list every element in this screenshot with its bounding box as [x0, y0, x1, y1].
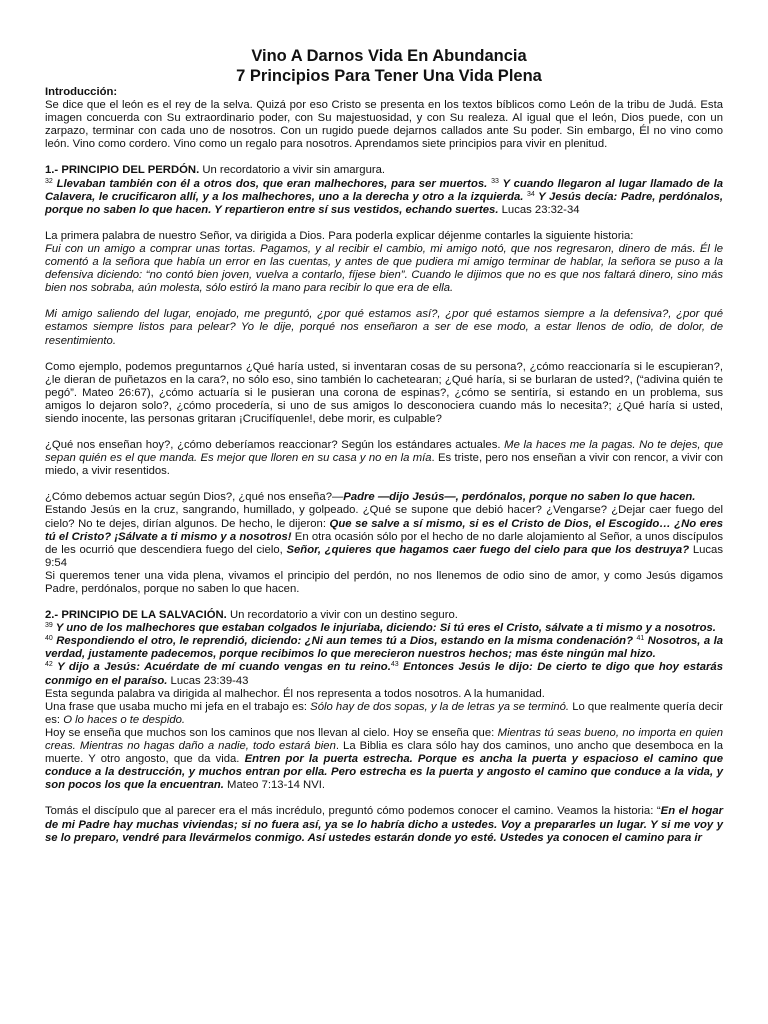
verse-reference: Lucas 23:32-34: [498, 203, 580, 216]
verse-text: Y uno de los malhechores que estaban colgados le injuriaba, diciendo: Si tú eres el Cristo, sálvate a ti mismo y a nosotros.: [52, 622, 716, 635]
verse-reference: Lucas 23:39-43: [167, 674, 249, 687]
verse-number: 32: [45, 177, 53, 185]
text-run-italic: O lo haces o te despido.: [63, 713, 186, 726]
principle-1-subtitle: Un recordatorio a vivir sin amargura.: [199, 164, 386, 177]
text-run-italic: Mientras tú seas bueno, no importa en quien creas. Mientras no hagas daño a nadie, todo estará bien: [45, 726, 723, 753]
text-run-bold-italic: Entren por la puerta estrecha. Porque es ancha la puerta y espacioso el camino que conduce a la destrucción, y muchos entran por ella. Pero estrecha es la puerta y angosto el camino que conduce a la vida, y son pocos los que la encuentran.: [45, 753, 723, 792]
principle-1-heading: 1.- PRINCIPIO DEL PERDÓN.: [45, 164, 200, 177]
verse-number: 42: [45, 661, 53, 669]
text-run: Estando Jesús en la cruz, sangrando, humillado, y golpeado. ¿Qué se supone que debió hacer? ¿Vengarse? ¿Dejar caer fuego del cielo? No te dejes, dirían algunos. De hecho, le dijeron:: [45, 504, 723, 530]
story-text: Fui con un amigo a comprar unas tortas. Pagamos, y al recibir el cambio, mi amigo notó, que nos regresaron, dinero de más. Él le comentó a la señora que había un error en las cuentas, y antes de que pudiera mi amigo terminar de hablar, la señora se puso a la defensiva diciendo: “no contó bien joven, vuelva a contarlo, fíjese bien”. Cuando le dijimos que no es que nos faltará dinero, sino más bien nos sobraba, aún molesta, sólo estiró la mano para recibir lo que era de ella.: [45, 242, 723, 295]
story-intro: La primera palabra de nuestro Señor, va dirigida a Dios. Para poderla explicar déjenme contarles la siguiente historia:: [45, 229, 634, 242]
principle-1-verses: [45, 164, 723, 216]
verse-number: 34: [526, 190, 535, 198]
verse-number: 39: [45, 622, 53, 630]
text-run-bold-italic: Padre —dijo Jesús—, perdónalos, porque no saben lo que hacen.: [343, 491, 696, 504]
verse-text: Nosotros, a la verdad, justamente padecemos, porque recibimos lo que merecieron nuestros hechos; mas éste ningún mal hizo.: [45, 635, 723, 661]
text-run: ¿Qué nos enseñan hoy?, ¿cómo deberíamos reaccionar? Según los estándares actuales.: [45, 439, 505, 452]
document-title: [55, 46, 723, 86]
verse-reference: Mateo 7:13-14 NVI.: [223, 779, 326, 792]
text-run: Una frase que usaba mucho mi jefa en el trabajo es:: [45, 700, 311, 713]
principle-2-subtitle: Un recordatorio a vivir con un destino seguro.: [226, 609, 458, 622]
text-run: ¿Cómo debemos actuar según Dios?, ¿qué nos enseña?—: [45, 491, 344, 504]
world-teaching-paragraph: [45, 439, 723, 478]
text-run: Tomás el discípulo que al parecer era el más incrédulo, preguntó cómo podemos conocer el camino. Veamos la historia: “: [45, 805, 661, 818]
intro-paragraph: Se dice que el león es el rey de la selva. Quizá por eso Cristo se presenta en los textos bíblicos como León de la tribu de Judá. Esta imagen concuerda con Su extraordinario poder, con Su majestuosidad, y con Su realeza. Al igual que el león, Dios puede, con un zarpazo, terminar con cada uno de nosotros. Con un rugido puede dejarnos callados ante Su poder. Sin embargo, Él no vino como león. Vino como cordero. Vino como un regalo para nosotros. Aprendamos siete principios para vivir en plenitud.: [45, 99, 723, 151]
questions-paragraph: Como ejemplo, podemos preguntarnos ¿Qué haría usted, si inventaran cosas de su persona?, ¿cómo reaccionaría si le escupieran?, ¿le dieran de puñetazos en la cara?, no sólo eso, sino también lo cachetearan; ¿Qué haría, si se burlaran de usted?, (“adivina quién te pegó”. Mateo 26:67), ¿cómo actuaría si le pusieran una corona de espinas?, ¿cómo se sentiría, si estando en un problema, sus amigos lo dejaron solo?, ¿cómo procedería, si uno de sus amigos lo desconociera cuando más lo necesita?; ¿Qué haría si usted, siendo inocente, las personas gritaran ¡Crucifíquenle!, debe morir, es culpable?: [45, 360, 723, 425]
verse-text: Y Jesús decía: Padre, perdónalos, porque no saben lo que hacen. Y repartieron entre sí sus vestidos, echando suertes.: [45, 190, 723, 216]
story-text-2: Mi amigo saliendo del lugar, enojado, me preguntó, ¿por qué estamos así?, ¿por qué estamos siempre a la defensiva?, ¿por qué estamos siempre listos para pelear? Yo le dije, porqué nos enseñaron a ser de ese modo, a estar llenos de odio, de dolor, de resentimiento.: [45, 308, 723, 347]
verse-number: 33: [491, 177, 499, 185]
tomas-paragraph: [45, 805, 723, 844]
text-run-italic: Sólo hay de dos sopas, y la de letras ya se terminó.: [310, 700, 570, 713]
verse-text: Llevaban también con él a otros dos, que eran malhechores, para ser muertos.: [52, 177, 492, 190]
god-teaching-paragraph: [45, 491, 723, 596]
verse-text: Entonces Jesús le dijo: De cierto te digo que hoy estarás conmigo en el paraíso.: [45, 661, 723, 687]
text-run-italic: Me la haces me la pagas. No te dejes, que sepan quién es el que manda. Es mejor que lloren en su casa y no en la mía: [45, 439, 723, 465]
verse-text: Y dijo a Jesús: Acuérdate de mí cuando vengas en tu reino.: [52, 661, 391, 674]
principle-2-heading: 2.- PRINCIPIO DE LA SALVACIÓN.: [45, 609, 227, 622]
title-line-1: Vino A Darnos Vida En Abundancia: [251, 47, 527, 65]
text-run: Lo que realmente quería decir es:: [45, 700, 723, 726]
text-run: En otra ocasión sólo por el hecho de no darle alojamiento al Señor, a unos discípulos de les ocurrió que descendiera fuego del cielo,: [45, 530, 723, 556]
intro-heading: Introducción:: [45, 86, 118, 98]
verse-number: 43: [390, 661, 399, 669]
text-run-bold-italic: Que se salve a sí mismo, si es el Cristo de Dios, el Escogido… ¿No eres tú el Cristo? ¡Sálvate a ti mismo y a nosotros!: [45, 517, 723, 543]
principle-2-verses: [45, 609, 723, 792]
text-run: . Es triste, pero nos enseñan a vivir con rencor, a vivir con miedo, a vivir resentidos.: [45, 452, 724, 478]
text-run: . La Biblia es clara sólo hay dos caminos, uno ancho que desemboca en la muerte. Y otro angosto, que da vida.: [45, 740, 723, 766]
story-paragraph: [45, 230, 723, 295]
story-paragraph-2: [45, 308, 723, 347]
verse-number: 40: [45, 635, 53, 643]
text-run-bold-italic: Señor, ¿quieres que hagamos caer fuego del cielo para que los destruya?: [286, 543, 690, 556]
verse-reference: Lucas 9:54: [45, 543, 723, 569]
text-run: Esta segunda palabra va dirigida al malhechor. Él nos representa a todos nosotros. A la humanidad.: [45, 687, 545, 700]
verse-number: 41: [636, 635, 645, 643]
verse-text: Y cuando llegaron al lugar llamado de la Calavera, le crucificaron allí, y a los malhechores, uno a la derecha y otro a la izquierda.: [45, 177, 723, 203]
title-line-2: 7 Principios Para Tener Una Vida Plena: [236, 67, 542, 85]
closing-text: Si queremos tener una vida plena, vivamos el principio del perdón, no nos llenemos de odio sino de amor, y como Jesús digamos Padre, perdónalos, porque no saben lo que hacen.: [45, 569, 723, 595]
text-run: Hoy se enseña que muchos son los caminos que nos llevan al cielo. Hoy se enseña que:: [45, 726, 498, 739]
text-run-bold-italic: En el hogar de mi Padre hay muchas viviendas; si no fuera así, ya se lo habría dicho a ustedes. Voy a prepararles un lugar. Y si me voy y se lo preparo, vendré para llevármelos conmigo. Así ustedes estarán donde yo esté. Ustedes ya conocen el camino para ir: [45, 805, 723, 844]
verse-text: Respondiendo el otro, le reprendió, diciendo: ¿Ni aun temes tú a Dios, estando en la misma condenación?: [52, 635, 637, 648]
